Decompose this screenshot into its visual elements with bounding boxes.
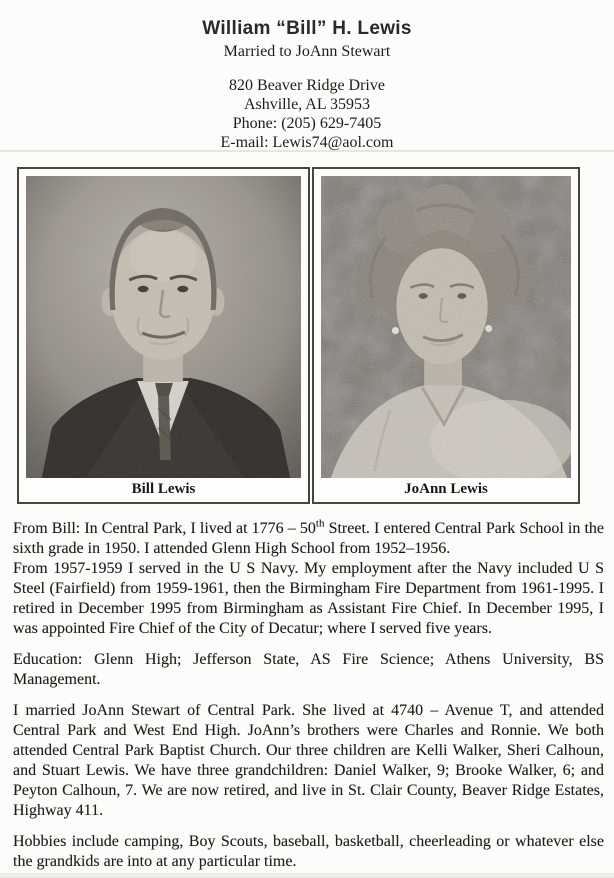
bio-text-before-ordinal: From Bill: In Central Park, I lived at 1776 – 50	[13, 520, 316, 537]
photo-frame-bill	[17, 167, 310, 504]
scan-artifact-bottom-edge	[0, 873, 614, 878]
bio-paragraph-from-bill	[13, 519, 604, 559]
photos-row	[17, 167, 614, 504]
bill-portrait-illustration	[26, 176, 301, 478]
email-line: E-mail: Lewis74@aol.com	[220, 134, 394, 151]
bio-text-after-ordinal: Street. I entered Central Park School in the sixth grade in 1950. I attended Glenn High School from 1952–1956.	[13, 520, 604, 557]
ordinal-superscript: th	[315, 517, 325, 530]
header	[0, 0, 614, 152]
address-block	[0, 76, 614, 152]
scan-artifact-streak	[0, 150, 614, 152]
bio-paragraph-family: I married JoAnn Stewart of Central Park. She lived at 4740 – Avenue T, and attended Central Park and West End High. JoAnn’s brothers were Charles and Ronnie. We both attended Central Park Baptist Church. Our three children are Kelli Walker, Sheri Calhoun, and Stuart Lewis. We have three grandchildren: Daniel Walker, 9; Brooke Walker, 6; and Peyton Calhoun, 7. We are now retired, and live in St. Clair County, Beaver Ridge Estates, Highway 411.	[13, 702, 604, 819]
subtitle: Married to JoAnn Stewart	[223, 43, 391, 60]
photo-caption-bill: Bill Lewis	[131, 481, 196, 497]
joann-portrait-illustration	[321, 176, 571, 478]
bio-paragraph-hobbies: Hobbies include camping, Boy Scouts, baseball, basketball, cheerleading or whatever else the grandkids are into at any particular time.	[13, 833, 604, 870]
address-city: Ashville, AL 35953	[243, 96, 371, 113]
photo-frame-joann	[312, 167, 580, 504]
phone-line: Phone: (205) 629-7405	[232, 115, 382, 132]
bio-paragraph-education: Education: Glenn High; Jefferson State, AS Fire Science; Athens University, BS Management.	[13, 651, 604, 688]
photo-caption-joann: JoAnn Lewis	[404, 481, 488, 497]
bio-text	[13, 519, 604, 872]
joann-portrait-photo	[321, 176, 571, 478]
page-title: William “Bill” H. Lewis	[202, 18, 412, 39]
address-street: 820 Beaver Ridge Drive	[229, 77, 385, 94]
bill-portrait-photo	[26, 176, 301, 478]
bio-paragraph-navy-career: From 1957-1959 I served in the U S Navy. My employment after the Navy included U S Steel (Fairfield) from 1959-1961, then the Birmingham Fire Department from 1961-1995. I retired in December 1995 from Birmingham as Assistant Fire Chief. In December 1995, I was appointed Fire Chief of the City of Decatur; where I served five years.	[13, 560, 604, 637]
